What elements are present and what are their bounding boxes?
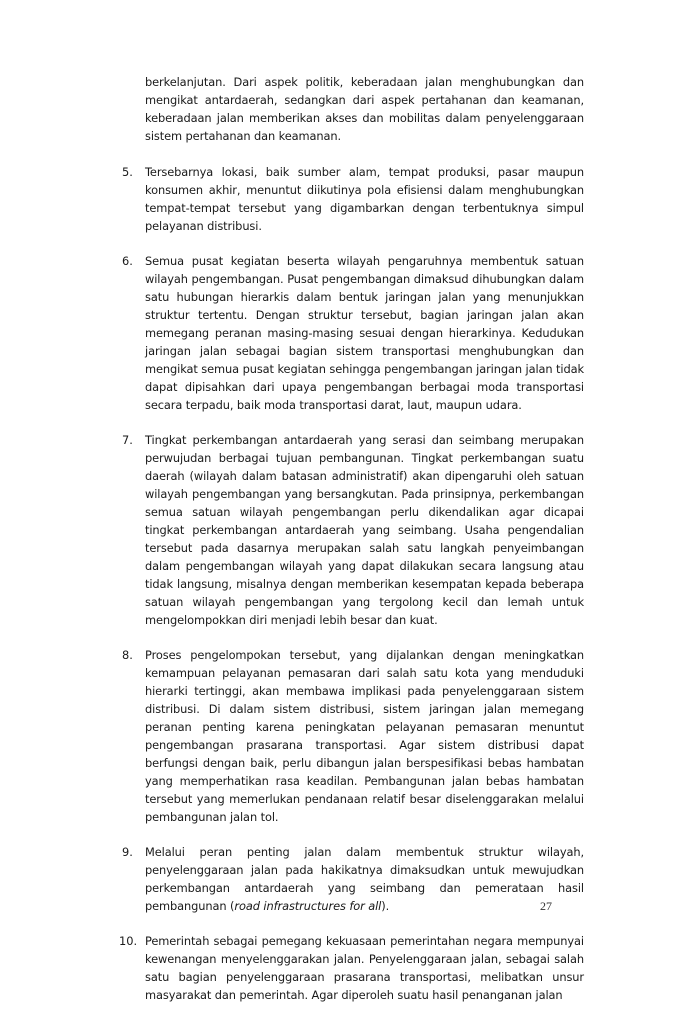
list-item-text: Pemerintah sebagai pemegang kekuasaan pemerintahan negara mempunyai kewenangan menyelenggarakan jalan. Penyelenggaraan jalan, sebagai salah satu bagian penyelenggaraan prasarana transportasi, melibatkan unsur masyarakat dan pemerintah. Agar diperoleh suatu hasil penanganan jalan: [145, 934, 584, 1002]
list-number: 9.: [122, 845, 133, 859]
list-item-9: [122, 843, 584, 915]
list-item-text: Semua pusat kegiatan beserta wilayah pengaruhnya membentuk satuan wilayah pengembangan. Pusat pengembangan dimaksud dihubungkan dalam satu hubungan hierarkis dalam bentuk jaringan jalan yang menunjukkan struktur tertentu. Dengan struktur tersebut, bagian jaringan jalan akan memegang peranan masing-masing sesuai dengan hierarkinya. Kedudukan jaringan jalan sebagai bagian sistem transportasi menghubungkan dan mengikat semua pusat kegiatan sehingga pengembangan jaringan jalan tidak dapat dipisahkan dari upaya pengembangan berbagai moda transportasi secara terpadu, baik moda transportasi darat, laut, maupun udara.: [145, 254, 584, 412]
list-item-text: [145, 843, 584, 915]
list-item-text: Tingkat perkembangan antardaerah yang serasi dan seimbang merupakan perwujudan berbagai tujuan pembangunan. Tingkat perkembangan suatu daerah (wilayah dalam batasan administratif) akan dipengaruhi oleh satuan wilayah pengembangan yang bersangkutan. Pada prinsipnya, perkembangan semua satuan wilayah pengembangan perlu dikendalikan agar dicapai tingkat perkembangan antardaerah yang seimbang. Usaha pengendalian tersebut pada dasarnya merupakan salah satu langkah penyeimbangan dalam pengembangan wilayah yang dapat dilakukan secara langsung atau tidak langsung, misalnya dengan memberikan kesempatan kepada beberapa satuan wilayah pengembangan yang tergolong kecil dan lemah untuk mengelompokkan diri menjadi lebih besar dan kuat.: [145, 433, 584, 627]
list-item-text-start: Melalui peran penting jalan dalam membentuk struktur wilayah, penyelenggaraan jalan pada hakikatnya dimaksudkan untuk mewujudkan perkembangan antardaerah yang seimbang dan pemerataan hasil pembangunan (: [145, 845, 584, 913]
continuation-paragraph: berkelanjutan. Dari aspek politik, keberadaan jalan menghubungkan dan mengikat antardaerah, sedangkan dari aspek pertahanan dan keamanan, keberadaan jalan memberikan akses dan mobilitas dalam penyelenggaraan sistem pertahanan dan keamanan.: [145, 75, 584, 143]
list-item-8: [122, 646, 584, 826]
list-item-7: [122, 431, 584, 629]
list-item-text-end: ).: [381, 899, 390, 913]
page-number: 27: [540, 899, 552, 913]
list-item-5: [122, 163, 584, 235]
italic-phrase: road infrastructures for all: [234, 899, 382, 913]
list-number: 5.: [122, 165, 133, 179]
list-number: 8.: [122, 648, 133, 662]
list-item-text: Proses pengelompokan tersebut, yang dijalankan dengan meningkatkan kemampuan pelayanan pemasaran dari salah satu kota yang menduduki hierarki tertinggi, akan membawa implikasi pada penyelenggaraan sistem distribusi. Di dalam sistem distribusi, sistem jaringan jalan memegang peranan penting karena peningkatan pelayanan pemasaran menuntut pengembangan prasarana transportasi. Agar sistem distribusi dapat berfungsi dengan baik, perlu dibangun jalan berspesifikasi bebas hambatan yang memperhatikan rasa keadilan. Pembangunan jalan bebas hambatan tersebut yang memerlukan pendanaan relatif besar diselenggarakan melalui pembangunan jalan tol.: [145, 648, 584, 824]
list-item-6: [122, 252, 584, 414]
list-number: 6.: [122, 254, 133, 268]
list-item-text: Tersebarnya lokasi, baik sumber alam, tempat produksi, pasar maupun konsumen akhir, menuntut diikutinya pola efisiensi dalam menghubungkan tempat-tempat tersebut yang digambarkan dengan terbentuknya simpul pelayanan distribusi.: [145, 165, 584, 233]
list-number: 10.: [119, 934, 138, 948]
list-item-10: [119, 932, 584, 1004]
list-number: 7.: [122, 433, 133, 447]
page-body: [119, 73, 584, 1021]
